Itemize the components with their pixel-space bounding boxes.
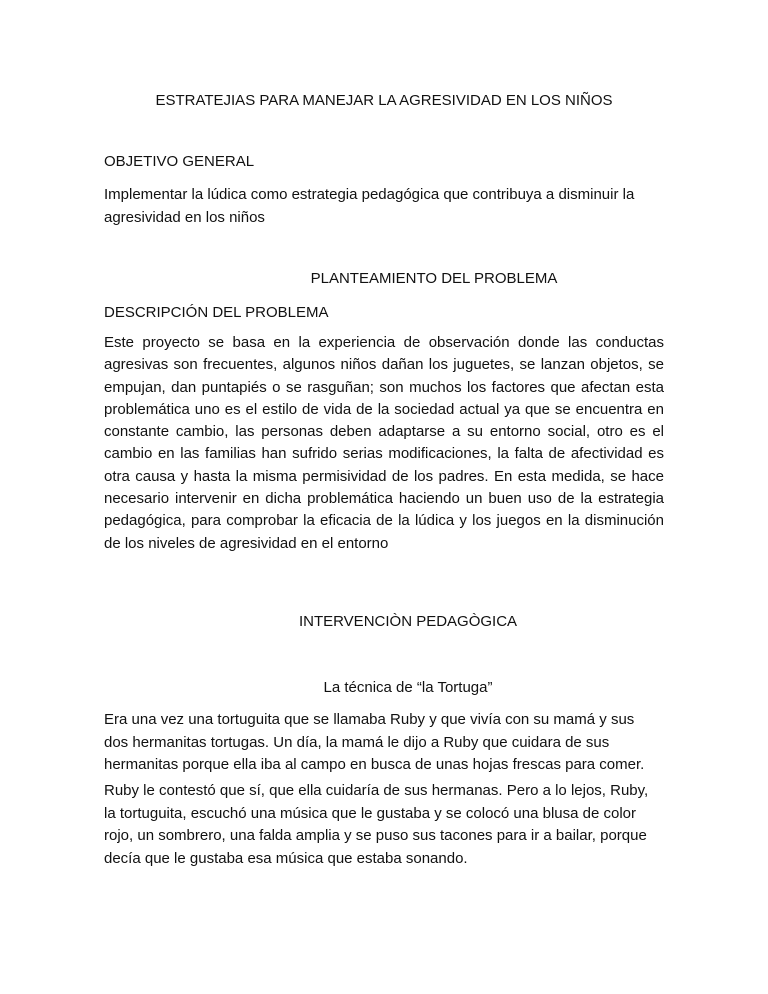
objective-text: Implementar la lúdica como estrategia pedagógica que contribuya a disminuir la agresividad en los niños [104,186,635,226]
technique-heading: La técnica de “la Tortuga” [323,679,493,696]
story-paragraph-2: Ruby le contestó que sí, que ella cuidaría de sus hermanas. Pero a lo lejos, Ruby, la tortuguita, escuchó una música que le gustaba y se colocó una blusa de color rojo, un sombrero, una falda amplia y se puso sus tacones para ir a bailar, porque decía que le gustaba esa música que estaba sonando. [104,782,649,867]
document-title: ESTRATEJIAS PARA MANEJAR LA AGRESIVIDAD EN LOS NIÑOS [155,92,613,109]
story-paragraph-1: Era una vez una tortuguita que se llamaba Ruby y que vivía con su mamá y sus dos hermanitas tortugas. Un día, la mamá le dijo a Ruby que cuidara de sus hermanitas porque ella iba al campo en busca de unas hojas frescas para comer. [104,711,645,773]
intervention-heading: INTERVENCIÒN PEDAGÒGICA [298,613,518,630]
objective-heading: OBJETIVO GENERAL [104,153,255,170]
description-heading: DESCRIPCIÓN DEL PROBLEMA [104,304,329,321]
description-text: Este proyecto se basa en la experiencia de observación donde las conductas agresivas son frecuentes, algunos niños dañan los juguetes, se lanzan objetos, se empujan, dan puntapiés o se rasguñan; son muchos los factores que afectan esta problemática uno es el estilo de vida de la sociedad actual ya que se encuentra en constante cambio, las personas deben adaptarse a su entorno social, otro es el cambio en las familias han sufrido serias modificaciones, la falta de afectividad es otra causa y hasta la misma permisividad de los padres. En esta medida, se hace necesario intervenir en dicha problemática haciendo un buen uso de la estrategia pedagógica, para comprobar la eficacia de la lúdica y los juegos en la disminución de los niveles de agresividad en el entorno [104,334,664,552]
problem-heading: PLANTEAMIENTO DEL PROBLEMA [310,270,558,287]
